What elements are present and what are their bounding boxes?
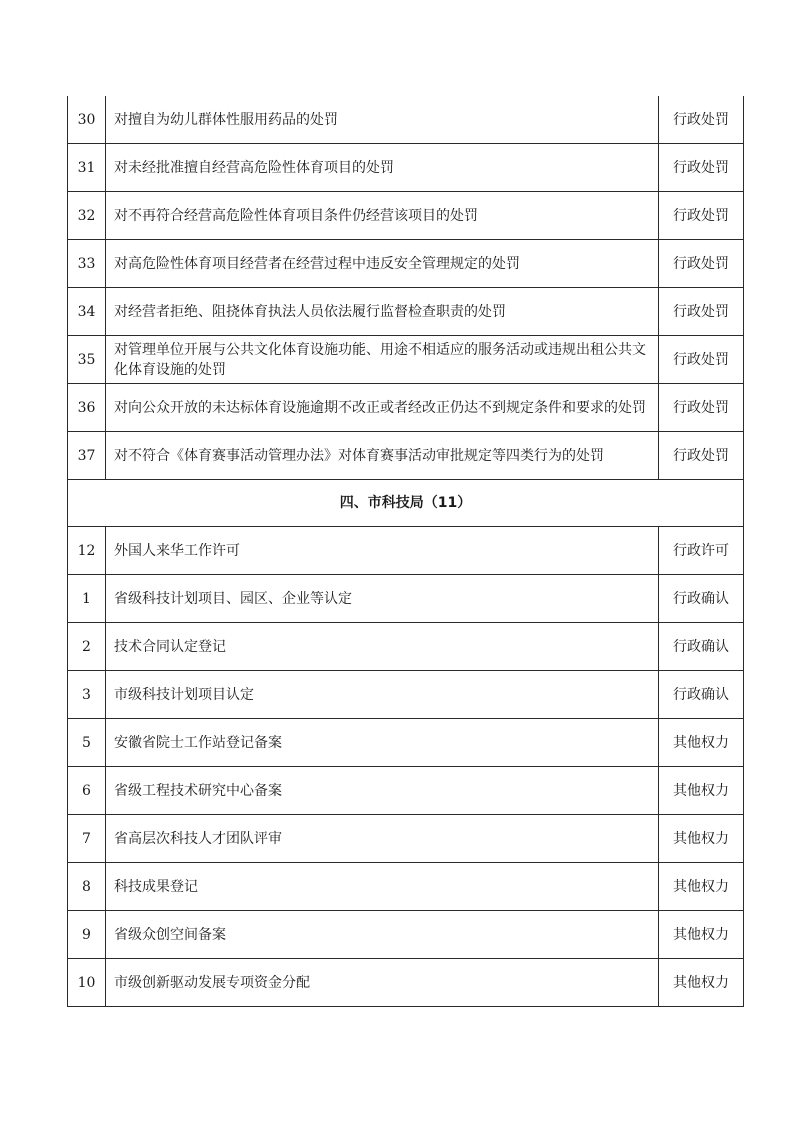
item-name: 对擅自为幼儿群体性服用药品的处罚 (106, 96, 659, 144)
item-name: 省级工程技术研究中心备案 (106, 767, 659, 815)
item-category: 行政处罚 (659, 288, 744, 336)
table-row (68, 432, 744, 480)
item-category: 其他权力 (659, 815, 744, 863)
table-row (68, 623, 744, 671)
row-number: 8 (68, 863, 106, 911)
item-category: 其他权力 (659, 863, 744, 911)
table-row (68, 575, 744, 623)
item-name: 省高层次科技人才团队评审 (106, 815, 659, 863)
section-header-row (68, 480, 744, 527)
row-number: 30 (68, 96, 106, 144)
table-row (68, 527, 744, 575)
item-name: 对未经批准擅自经营高危险性体育项目的处罚 (106, 144, 659, 192)
row-number: 2 (68, 623, 106, 671)
table-row (68, 767, 744, 815)
table-row (68, 815, 744, 863)
row-number: 3 (68, 671, 106, 719)
item-category: 行政处罚 (659, 96, 744, 144)
row-number: 6 (68, 767, 106, 815)
item-category: 行政确认 (659, 671, 744, 719)
item-name: 市级科技计划项目认定 (106, 671, 659, 719)
row-number: 32 (68, 192, 106, 240)
table-row (68, 240, 744, 288)
row-number: 36 (68, 384, 106, 432)
item-category: 行政确认 (659, 575, 744, 623)
item-category: 行政处罚 (659, 144, 744, 192)
row-number: 1 (68, 575, 106, 623)
table-row (68, 959, 744, 1007)
row-number: 9 (68, 911, 106, 959)
item-category: 行政处罚 (659, 336, 744, 384)
document-page (67, 96, 728, 1007)
item-category: 行政确认 (659, 623, 744, 671)
table-row (68, 144, 744, 192)
item-name: 省级众创空间备案 (106, 911, 659, 959)
table-row (68, 192, 744, 240)
item-name: 对管理单位开展与公共文化体育设施功能、用途不相适应的服务活动或违规出租公共文化体育设施的处罚 (106, 336, 659, 384)
item-name: 技术合同认定登记 (106, 623, 659, 671)
item-name: 外国人来华工作许可 (106, 527, 659, 575)
item-category: 其他权力 (659, 911, 744, 959)
row-number: 5 (68, 719, 106, 767)
item-category: 其他权力 (659, 719, 744, 767)
item-name: 科技成果登记 (106, 863, 659, 911)
row-number: 10 (68, 959, 106, 1007)
item-category: 行政处罚 (659, 384, 744, 432)
row-number: 7 (68, 815, 106, 863)
row-number: 34 (68, 288, 106, 336)
table-row (68, 96, 744, 144)
item-category: 其他权力 (659, 959, 744, 1007)
row-number: 35 (68, 336, 106, 384)
item-category: 其他权力 (659, 767, 744, 815)
table-row (68, 719, 744, 767)
section-title: 四、市科技局（11） (68, 480, 744, 527)
item-name: 对高危险性体育项目经营者在经营过程中违反安全管理规定的处罚 (106, 240, 659, 288)
table-row (68, 288, 744, 336)
table-row (68, 671, 744, 719)
item-category: 行政处罚 (659, 432, 744, 480)
table-row (68, 863, 744, 911)
row-number: 12 (68, 527, 106, 575)
item-category: 行政处罚 (659, 240, 744, 288)
item-name: 市级创新驱动发展专项资金分配 (106, 959, 659, 1007)
table-row (68, 911, 744, 959)
row-number: 33 (68, 240, 106, 288)
item-name: 省级科技计划项目、园区、企业等认定 (106, 575, 659, 623)
item-name: 对经营者拒绝、阻挠体育执法人员依法履行监督检查职责的处罚 (106, 288, 659, 336)
item-name: 安徽省院士工作站登记备案 (106, 719, 659, 767)
item-category: 行政许可 (659, 527, 744, 575)
row-number: 37 (68, 432, 106, 480)
table-row (68, 384, 744, 432)
item-name: 对向公众开放的未达标体育设施逾期不改正或者经改正仍达不到规定条件和要求的处罚 (106, 384, 659, 432)
row-number: 31 (68, 144, 106, 192)
item-category: 行政处罚 (659, 192, 744, 240)
table-row (68, 336, 744, 384)
item-name: 对不符合《体育赛事活动管理办法》对体育赛事活动审批规定等四类行为的处罚 (106, 432, 659, 480)
item-name: 对不再符合经营高危险性体育项目条件仍经营该项目的处罚 (106, 192, 659, 240)
power-list-table (67, 96, 744, 1007)
